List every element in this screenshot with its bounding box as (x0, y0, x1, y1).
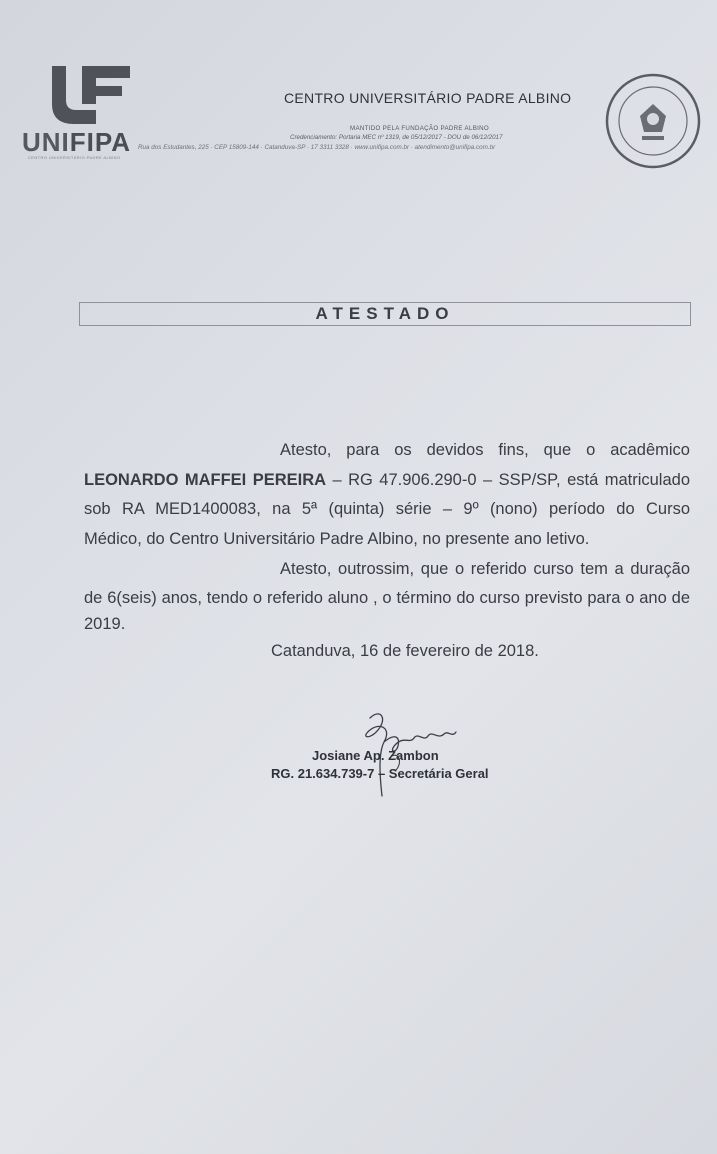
signatory-name: Josiane Ap. Zambon (312, 748, 439, 763)
place-date: Catanduva, 16 de fevereiro de 2018. (271, 642, 539, 660)
credentialing-info: Credenciamento: Portaria MEC nº 1319, de 05/12/2017 - DOU de 06/12/2017 (290, 134, 503, 141)
maintained-by: MANTIDO PELA FUNDAÇÃO PADRE ALBINO (350, 125, 490, 132)
paragraph-1-line-3: sob RA MED1400083, na 5ª (quinta) série – 9º (nono) período do Curso (84, 500, 690, 518)
paragraph-1-line-1: Atesto, para os devidos fins, que o acadêmico (280, 441, 690, 459)
unifipa-logo-icon (52, 64, 130, 126)
institution-name: CENTRO UNIVERSITÁRIO PADRE ALBINO (284, 90, 572, 106)
paragraph-1-line-2: LEONARDO MAFFEI PEREIRA – RG 47.906.290-0 – SSP/SP, está matriculado (84, 471, 690, 489)
seal-icon (604, 72, 702, 170)
logo-subtitle: CENTRO UNIVERSITÁRIO PADRE ALBINO (28, 155, 121, 160)
student-name: LEONARDO MAFFEI PEREIRA (84, 471, 327, 489)
logo-wordmark: UNIFIPA (22, 127, 132, 157)
institution-address: Rua dos Estudantes, 225 · CEP 15809-144 · Catanduva-SP · 17 3311 3328 · www.unifipa.com.br · atendimento@unifipa.com.br (138, 144, 496, 151)
paragraph-2-line-3: 2019. (84, 615, 126, 633)
document-title: ATESTADO (315, 304, 455, 323)
paragraph-2-line-1: Atesto, outrossim, que o referido curso tem a duração (280, 560, 690, 578)
paragraph-2-line-2: de 6(seis) anos, tendo o referido aluno , o término do curso previsto para o ano de (84, 589, 690, 607)
signatory-role: RG. 21.634.739-7 – Secretária Geral (271, 766, 489, 781)
paragraph-1-line-4: Médico, do Centro Universitário Padre Albino, no presente ano letivo. (84, 530, 590, 548)
